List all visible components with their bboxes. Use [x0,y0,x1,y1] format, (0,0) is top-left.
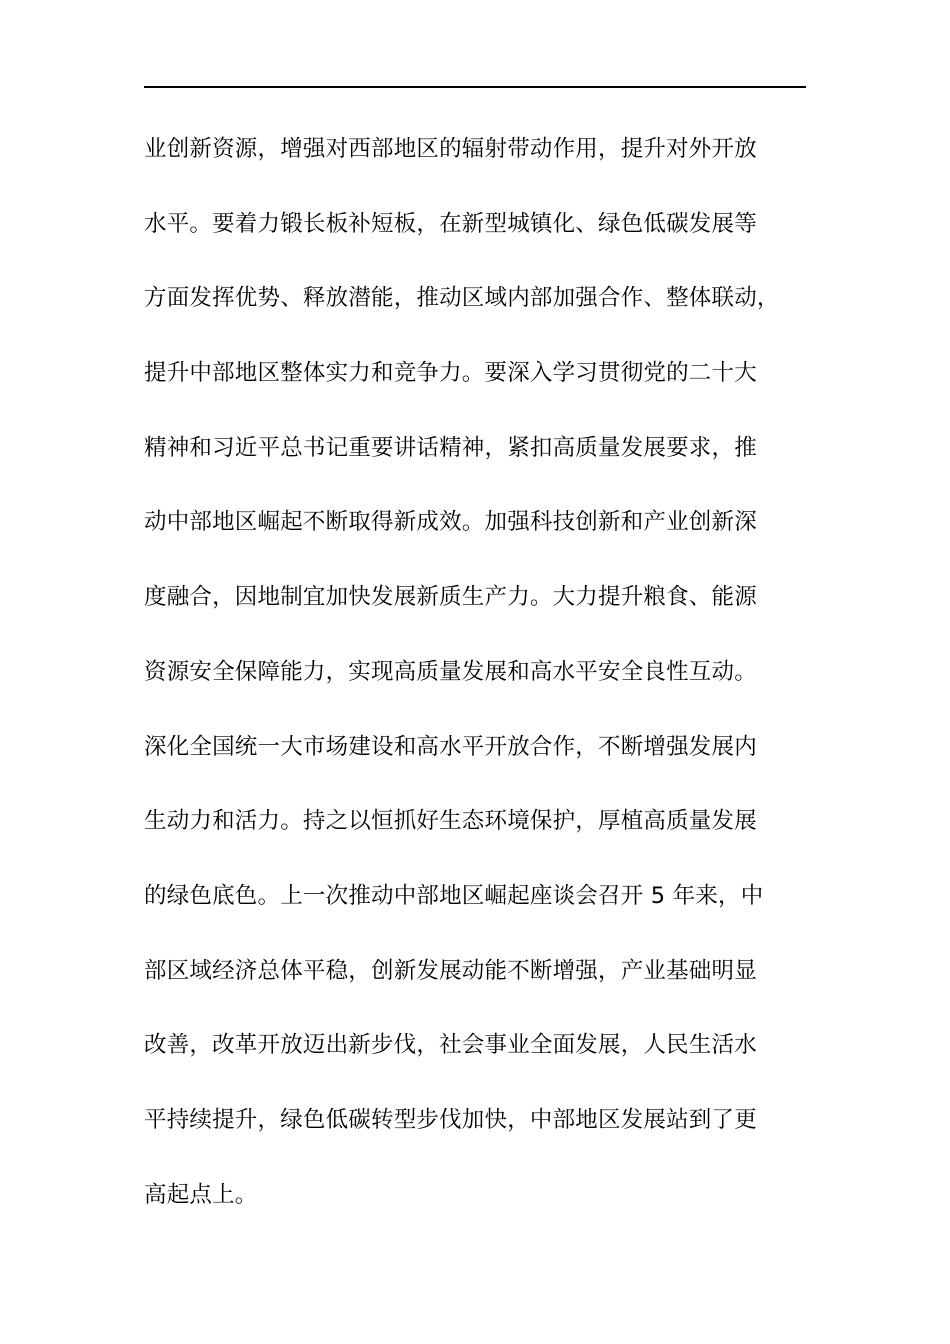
text-line: 精神和习近平总书记重要讲话精神，紧扣高质量发展要求，推 [144,434,757,461]
text-line: 水平。要着力锻长板补短板，在新型城镇化、绿色低碳发展等 [144,210,757,237]
text-line: 业创新资源，增强对西部地区的辐射带动作用，提升对外开放 [144,136,757,162]
text-line: 方面发挥优势、释放潜能，推动区域内部加强合作、整体联动， [144,285,780,312]
text-line: 平持续提升，绿色低碳转型步伐加快，中部地区发展站到了更 [144,1106,757,1133]
body-paragraph [144,112,834,1232]
text-line: 生动力和活力。持之以恒抓好生态环境保护，厚植高质量发展 [144,808,757,835]
text-line: 深化全国统一大市场建设和高水平开放合作，不断增强发展内 [144,733,757,760]
text-line: 改善，改革开放迈出新步伐，社会事业全面发展，人民生活水 [144,1032,757,1059]
text-line: 动中部地区崛起不断取得新成效。加强科技创新和产业创新深 [144,509,757,536]
text-line: 的绿色底色。上一次推动中部地区崛起座谈会召开 5 年来，中 [144,882,764,909]
text-line: 高起点上。 [144,1181,258,1208]
text-line: 部区域经济总体平稳，创新发展动能不断增强，产业基础明显 [144,957,757,984]
header-rule [144,86,806,88]
text-line: 度融合，因地制宜加快发展新质生产力。大力提升粮食、能源 [144,584,757,611]
text-line: 提升中部地区整体实力和竞争力。要深入学习贯彻党的二十大 [144,360,757,387]
text-line: 资源安全保障能力，实现高质量发展和高水平安全良性互动。 [144,658,757,685]
